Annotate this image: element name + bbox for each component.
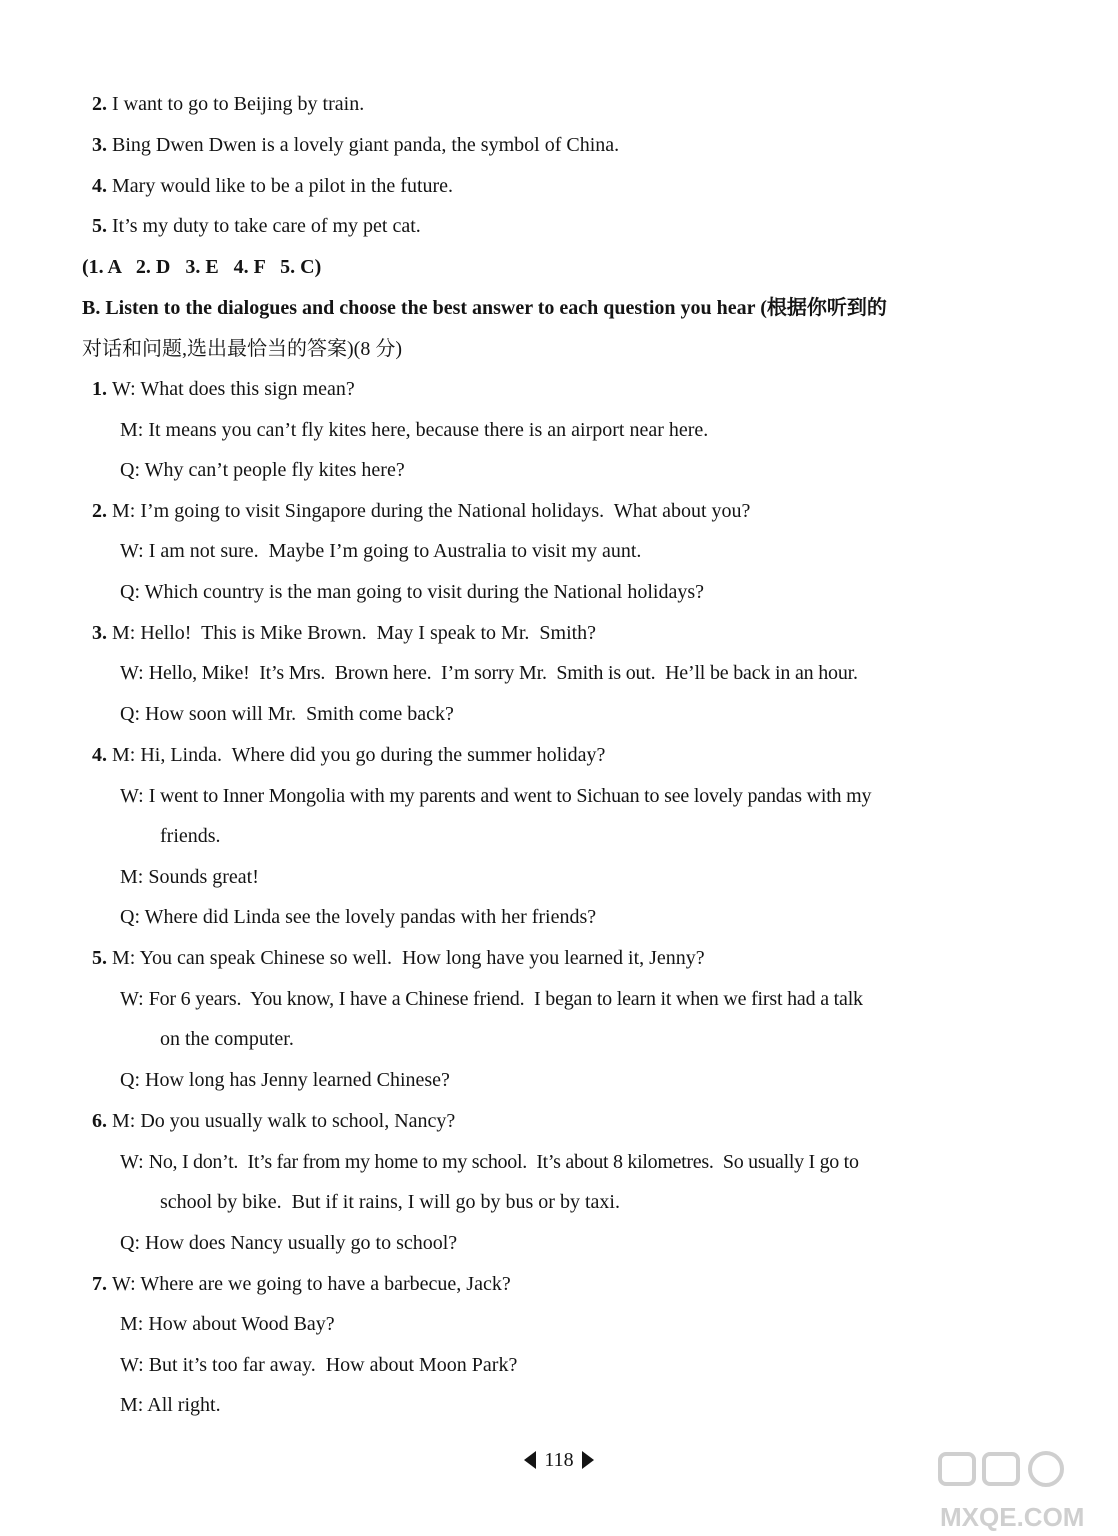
dialogue-line [120, 985, 863, 1013]
watermark-text: MXQE.COM [940, 1502, 1085, 1532]
speaker-label: M: [112, 947, 136, 969]
item-number: 6. [92, 1110, 107, 1132]
dialogue-line [120, 537, 641, 565]
question-line [120, 903, 596, 931]
dialogue-continuation: friends. [160, 825, 221, 847]
sentence-text: I want to go to Beijing by train. [112, 93, 365, 115]
question-line [120, 700, 454, 728]
dialogue-text: You can speak Chinese so well. How long have you learned it, Jenny? [139, 947, 705, 969]
section-heading-cont: 对话和问题,选出最恰当的答案)(8 分) [82, 338, 402, 360]
question-text: How does Nancy usually go to school? [145, 1232, 458, 1254]
dialogue-continuation: on the computer. [160, 1028, 294, 1050]
speaker-label: M: [112, 744, 136, 766]
speaker-label: W: [120, 1354, 144, 1376]
item-number: 3. [92, 622, 107, 644]
dialogue-text: I went to Inner Mongolia with my parents and went to Sichuan to see lovely pandas with my [148, 785, 872, 807]
dialogue-2 [92, 497, 750, 525]
dialogue-text: Hi, Linda. Where did you go during the summer holiday? [140, 744, 606, 766]
dialogue-text: How about Wood Bay? [148, 1313, 335, 1335]
question-text: How soon will Mr. Smith come back? [145, 703, 454, 725]
speaker-label: W: [120, 988, 144, 1010]
dialogue-1 [92, 375, 355, 403]
item-number: 5. [92, 215, 107, 237]
question-line [120, 1229, 457, 1257]
dialogue-line [120, 1148, 859, 1176]
dialogue-4 [92, 741, 605, 769]
dialogue-text: It means you can’t fly kites here, because there is an airport near here. [148, 419, 709, 441]
speaker-label: Q: [120, 581, 140, 603]
speaker-label: W: [120, 1151, 144, 1173]
dialogue-line [120, 863, 259, 891]
item-number: 2. [92, 93, 107, 115]
question-text: How long has Jenny learned Chinese? [145, 1069, 450, 1091]
item-number: 4. [92, 744, 107, 766]
speaker-label: W: [120, 540, 144, 562]
speaker-label: M: [112, 1110, 136, 1132]
speaker-label: W: [112, 378, 136, 400]
speaker-label: Q: [120, 459, 140, 481]
speaker-label: Q: [120, 906, 140, 928]
watermark-logo [936, 1450, 1106, 1532]
sentence-2 [92, 90, 364, 118]
dialogue-text: But it’s too far away. How about Moon Park? [148, 1354, 518, 1376]
sentence-text: Bing Dwen Dwen is a lovely giant panda, the symbol of China. [112, 134, 620, 156]
sentence-text: Mary would like to be a pilot in the future. [112, 175, 454, 197]
dialogue-7 [92, 1270, 511, 1298]
dialogue-text: Where are we going to have a barbecue, Jack? [140, 1273, 511, 1295]
dialogue-text: All right. [147, 1394, 221, 1416]
dialogue-6 [92, 1107, 455, 1135]
question-line [120, 578, 704, 606]
speaker-label: M: [120, 1394, 144, 1416]
dialogue-line [120, 659, 858, 687]
dialogue-text: Do you usually walk to school, Nancy? [140, 1110, 456, 1132]
triangle-left-icon [524, 1451, 536, 1469]
page-number: 118 [544, 1449, 574, 1471]
speaker-label: M: [120, 1313, 144, 1335]
dialogue-text: No, I don’t. It’s far from my home to my school. It’s about 8 kilometres. So usually I go to [148, 1151, 859, 1173]
item-number: 3. [92, 134, 107, 156]
dialogue-text: I am not sure. Maybe I’m going to Australia to visit my aunt. [148, 540, 642, 562]
speaker-label: Q: [120, 1069, 140, 1091]
item-number: 1. [92, 378, 107, 400]
speaker-label: Q: [120, 703, 140, 725]
sentence-4 [92, 172, 453, 200]
speaker-label: Q: [120, 1232, 140, 1254]
question-line [120, 456, 405, 484]
dialogue-5 [92, 944, 705, 972]
dialogue-3 [92, 619, 596, 647]
speaker-label: M: [120, 419, 144, 441]
question-text: Why can’t people fly kites here? [144, 459, 405, 481]
sentence-5 [92, 212, 421, 240]
dialogue-line [120, 1391, 221, 1419]
dialogue-text: I’m going to visit Singapore during the National holidays. What about you? [140, 500, 751, 522]
triangle-right-icon [582, 1451, 594, 1469]
dialogue-text: Sounds great! [148, 866, 259, 888]
sentence-text: It’s my duty to take care of my pet cat. [112, 215, 421, 237]
dialogue-text: For 6 years. You know, I have a Chinese friend. I began to learn it when we first had a talk [148, 988, 863, 1010]
item-number: 7. [92, 1273, 107, 1295]
item-number: 2. [92, 500, 107, 522]
question-line [120, 1066, 450, 1094]
speaker-label: W: [120, 662, 144, 684]
speaker-label: W: [120, 785, 144, 807]
speaker-label: W: [112, 1273, 136, 1295]
dialogue-continuation: school by bike. But if it rains, I will go by bus or by taxi. [160, 1191, 620, 1213]
dialogue-line [120, 782, 871, 810]
dialogue-text: Hello, Mike! It’s Mrs. Brown here. I’m sorry Mr. Smith is out. He’ll be back in an hour. [148, 662, 858, 684]
speaker-label: M: [112, 500, 136, 522]
speaker-label: M: [120, 866, 144, 888]
answer-key: (1. A 2. D 3. E 4. F 5. C) [82, 256, 322, 278]
dialogue-line [120, 416, 708, 444]
item-number: 5. [92, 947, 107, 969]
sentence-3 [92, 131, 619, 159]
dialogue-text: What does this sign mean? [140, 378, 355, 400]
section-heading: B. Listen to the dialogues and choose the best answer to each question you hear (根据你听到的 [82, 297, 887, 319]
item-number: 4. [92, 175, 107, 197]
dialogue-text: Hello! This is Mike Brown. May I speak to Mr. Smith? [140, 622, 597, 644]
dialogue-line [120, 1351, 517, 1379]
dialogue-line [120, 1310, 335, 1338]
question-text: Where did Linda see the lovely pandas with her friends? [144, 906, 597, 928]
question-text: Which country is the man going to visit during the National holidays? [144, 581, 704, 603]
speaker-label: M: [112, 622, 136, 644]
